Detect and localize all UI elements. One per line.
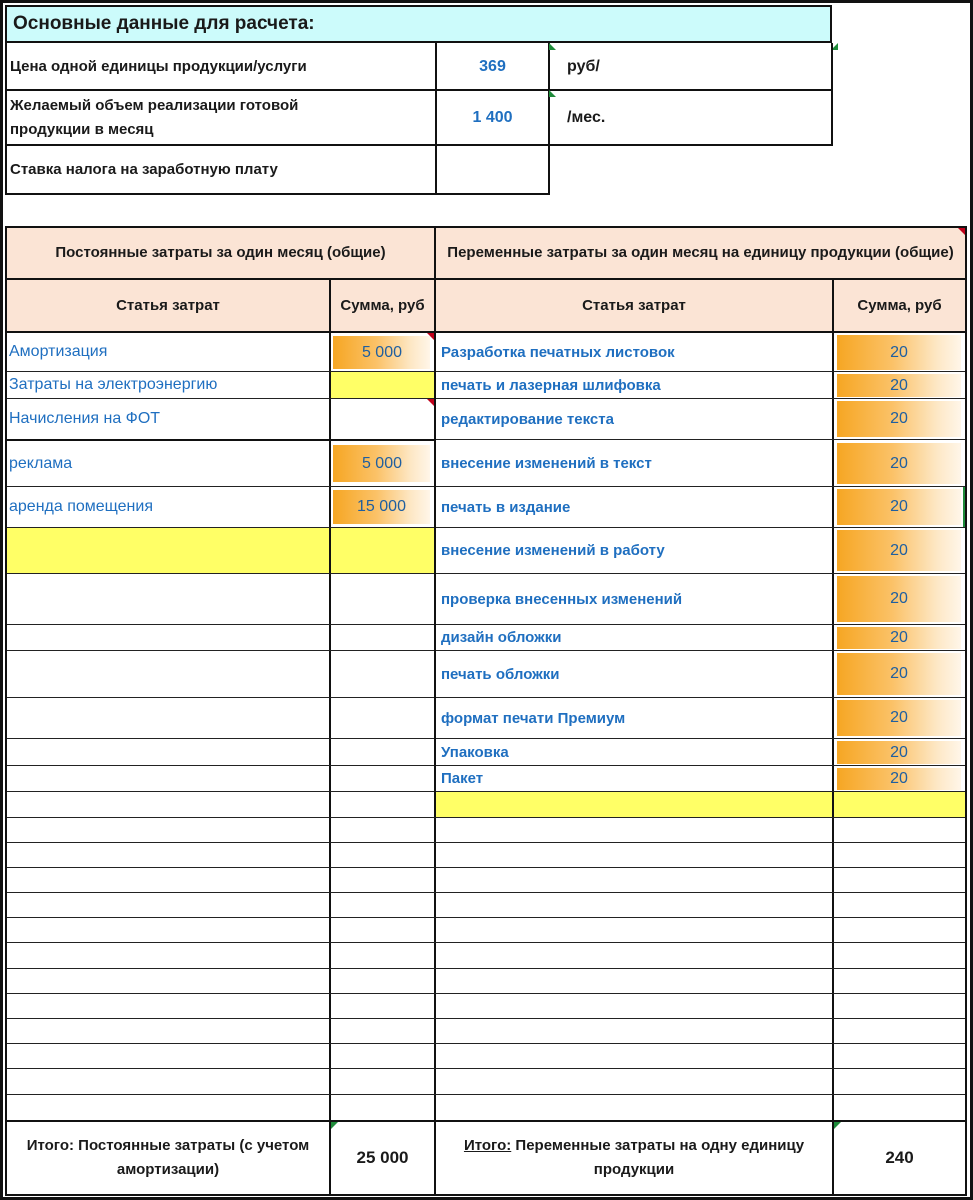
fixed-empty-row-highlight[interactable] [7,528,329,573]
fixed-costs-header: Постоянные затраты за один месяц (общие) [7,228,434,278]
variable-item-name[interactable]: внесение изменений в текст [441,455,652,472]
comment-indicator [427,399,434,406]
fixed-item-name[interactable]: Амортизация [9,343,108,360]
variable-empty-row-highlight[interactable] [436,792,832,817]
fixed-item-sum[interactable] [331,399,434,439]
fixed-col-sum: Сумма, руб [331,280,434,331]
price-label: Цена одной единицы продукции/услуги [10,58,307,75]
fixed-total-value: 25 000 [356,1148,409,1167]
fixed-item-sum[interactable]: 15 000 [333,490,430,524]
variable-total-value: 240 [885,1148,914,1167]
variable-col-sum: Сумма, руб [834,280,965,331]
variable-item-sum[interactable]: 20 [837,576,961,622]
price-value[interactable]: 369 [479,58,506,75]
variable-item-name[interactable]: дизайн обложки [441,629,562,646]
variable-item-name[interactable]: Упаковка [441,743,509,761]
variable-item-name[interactable]: внесение изменений в работу [441,542,665,559]
tax-rate-label: Ставка налога на заработную плату [10,161,278,178]
variable-item-sum[interactable]: 20 [837,401,961,437]
comment-indicator [958,228,965,235]
fixed-item-sum[interactable]: 5 000 [333,445,430,482]
fixed-col-item: Статья затрат [7,280,329,331]
fixed-item-sum[interactable] [331,372,434,398]
variable-costs-header: Переменные затраты за один месяц на единицу продукции (общие) [436,228,965,278]
fixed-item-name[interactable]: Затраты на электроэнергию [9,376,218,393]
tax-rate-value[interactable] [435,146,550,194]
fixed-item-name[interactable]: реклама [9,454,73,472]
variable-total-label [436,1122,832,1194]
volume-value[interactable]: 1 400 [472,109,513,126]
variable-item-name[interactable]: формат печати Премиум [441,709,626,727]
fixed-item-name[interactable]: Начисления на ФОТ [9,410,161,427]
variable-item-name[interactable]: печать и лазерная шлифовка [441,376,661,394]
fixed-item-sum[interactable]: 5 000 [333,336,430,369]
volume-unit: /мес. [567,109,606,126]
adjacent-cell-edge [963,487,973,527]
variable-empty-sum-highlight[interactable] [834,792,965,817]
variable-item-sum[interactable]: 20 [837,335,961,370]
variable-total-prefix: Итого: [463,1137,512,1154]
variable-col-item: Статья затрат [436,280,832,331]
variable-item-name[interactable]: проверка внесенных изменений [441,590,683,608]
fixed-total-label: Итого: Постоянные затраты (с учетом амортизации) [26,1137,310,1178]
variable-item-name[interactable]: редактирование текста [441,410,614,428]
volume-label: Желаемый объем реализации готовой продукции в месяц [10,97,299,138]
variable-item-name[interactable]: печать обложки [441,665,560,683]
variable-item-sum[interactable]: 20 [837,530,961,571]
variable-item-sum[interactable]: 20 [837,489,961,525]
fixed-empty-sum-highlight[interactable] [331,528,434,573]
variable-item-sum[interactable]: 20 [837,627,961,649]
variable-item-name[interactable]: Разработка печатных листовок [441,343,675,361]
fixed-item-name[interactable]: аренда помещения [9,498,153,515]
variable-item-name[interactable]: печать в издание [441,498,571,516]
variable-item-sum[interactable]: 20 [837,443,961,484]
variable-item-name[interactable]: Пакет [441,770,484,787]
variable-item-sum[interactable]: 20 [837,374,961,397]
variable-item-sum[interactable]: 20 [837,700,961,736]
variable-item-sum[interactable]: 20 [837,653,961,695]
price-unit: руб/ [567,58,600,75]
variable-total-rest: Переменные затраты на одну единицу продукции [511,1137,805,1178]
basic-data-title: Основные данные для расчета: [5,5,832,43]
comment-indicator [427,333,434,340]
variable-item-sum[interactable]: 20 [837,768,961,790]
variable-item-sum[interactable]: 20 [837,741,961,764]
